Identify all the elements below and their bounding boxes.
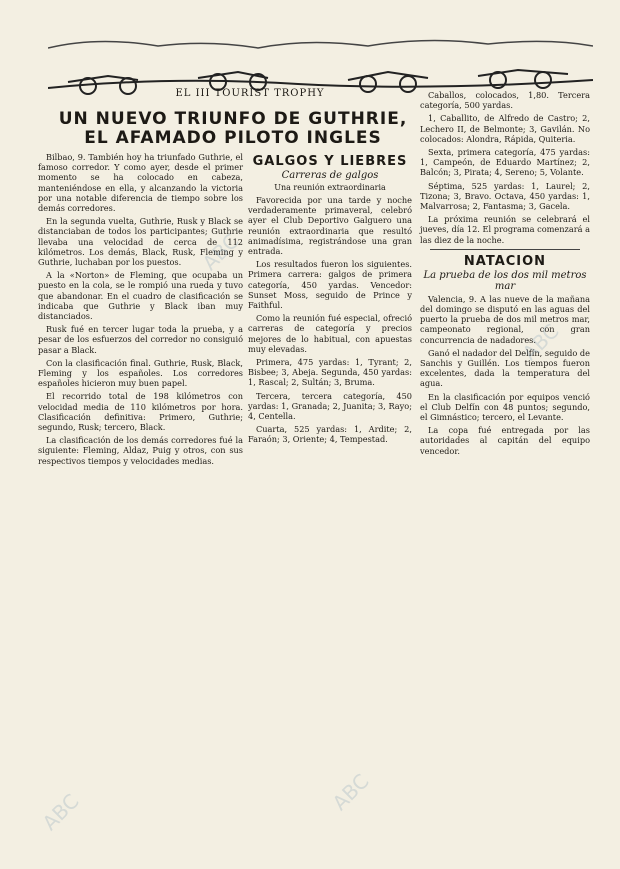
paragraph: Cuarta, 525 yardas: 1, Ardite; 2, Faraón; 3, Oriente; 4, Tempestad. [248,424,412,445]
paragraph: Valencia, 9. A las nueve de la mañana del domingo se disputó en las aguas del puerto la prueba de dos mil metros mar, campeonato regional, con gran concurrencia de nadadores. [420,293,590,345]
paragraph: Favorecida por una tarde y noche verdaderamente primaveral, celebró ayer el Club Deportivo Galguero una reunión extraordinaria que resultó animadísima, registrándose una gran entrada. [248,195,412,257]
main-headline: UN NUEVO TRIUNFO DE GUTHRIE, EL AFAMADO PILOTO INGLES [58,109,408,148]
paragraph: Los resultados fueron los siguientes. Primera carrera: galgos de primera categoría, 450 yardas. Vencedor: Sunset Moss, seguido de Prince y Faithful. [248,259,412,311]
paragraph: La copa fué entregada por las autoridades al capitán del equipo vencedor. [420,425,590,456]
paragraph: Ganó el nadador del Delfín, seguido de Sanchis y Guillén. Los tiempos fueron excelentes, dada la temperatura del agua. [420,347,590,389]
paragraph: Caballos, colocados, 1,80. Tercera categoría, 500 yardas. [420,90,590,111]
paragraph: Primera, 475 yardas: 1, Tyrant; 2, Bisbee; 3, Abeja. Segunda, 450 yardas: 1, Rascal; 2, Sultán; 3, Bruma. [248,357,412,388]
paragraph: En la clasificación por equipos venció el Club Delfín con 48 puntos; segundo, el Gimnástico; tercero, el Levante. [420,391,590,423]
galgos-article [248,152,412,448]
section-subtitle: La prueba de los dos mil metros mar [423,269,587,292]
article-left-column [38,152,243,469]
paragraph: Con la clasificación final. Guthrie, Rusk, Black, Fleming y los españoles. Los corredores españoles hicieron muy buen papel. [38,357,243,389]
divider [430,249,580,250]
abc-watermark: ABC [517,319,564,365]
section-subhead: Una reunión extraordinaria [274,183,386,192]
paragraph: El recorrido total de 198 kilómetros con velocidad media de 110 kilómetros por hora. Clasificación definitiva: Primero, Guthrie; segundo, Rusk; tercero, Black. [38,391,243,433]
paragraph: En la segunda vuelta, Guthrie, Rusk y Black se distanciaban de todos los participantes; Guthrie llevaba una velocidad de cerca de 112 kilómetros. Los demás, Black, Rusk, Fleming y Guthrie, luchaban por los puestos. [38,216,243,268]
paragraph: Séptima, 525 yardas: 1, Laurel; 2, Tizona; 3, Bravo. Octava, 450 yardas: 1, Malvarrosa; 2, Fantasma; 3, Gacela. [420,180,590,212]
abc-watermark: ABC [197,229,244,275]
section-title-natacion: NATACION [463,253,547,269]
article-right-column [420,90,590,459]
paragraph: 1, Caballito, de Alfredo de Castro; 2, Lechero II, de Belmonte; 3, Gavilán. No colocados: Alondra, Rápida, Quiteria. [420,113,590,144]
abc-watermark: ABC [37,789,84,835]
section-title-galgos: GALGOS Y LIEBRES [252,154,408,169]
paragraph: Como la reunión fué especial, ofreció carreras de categoría y precios mejores de lo habitual, con apuestas muy elevadas. [248,313,412,354]
paragraph: La clasificación de los demás corredores fué la siguiente: Fleming, Aldaz, Puig y otros, con sus respectivos tiempos y velocidades medias. [38,435,243,466]
paragraph: A la «Norton» de Fleming, que ocupaba un puesto en la cola, se le rompió una rueda y tuvo que abandonar. En el cuadro de clasificación se indicaba que Guthrie y Black iban muy distanciados. [38,270,243,322]
paragraph: Bilbao, 9. También hoy ha triunfado Guthrie, el famoso corredor. Y como ayer, desde el primer momento se ha colocado en cabeza, manteniéndose en ella, y alcanzando la victoria por una notable diferencia de tiempo sobre los demás corredores. [38,152,243,214]
paragraph: Sexta, primera categoría, 475 yardas: 1, Campeón, de Eduardo Martínez; 2, Balcón; 3, Pirata; 4, Sereno; 5, Volante. [420,147,590,178]
banner-caption: EL III TOURIST TROPHY [175,88,325,99]
paragraph: Rusk fué en tercer lugar toda la prueba, y a pesar de los esfuerzos del corredor no consiguió pasar a Black. [38,324,243,355]
section-subtitle: Carreras de galgos [281,170,379,181]
paragraph: Tercera, tercera categoría, 450 yardas: 1, Granada; 2, Juanita; 3, Rayo; 4, Centella. [248,390,412,422]
paragraph: La próxima reunión se celebrará el jueves, día 12. El programa comenzará a las diez de la noche. [420,214,590,245]
abc-watermark: ABC [327,769,374,815]
